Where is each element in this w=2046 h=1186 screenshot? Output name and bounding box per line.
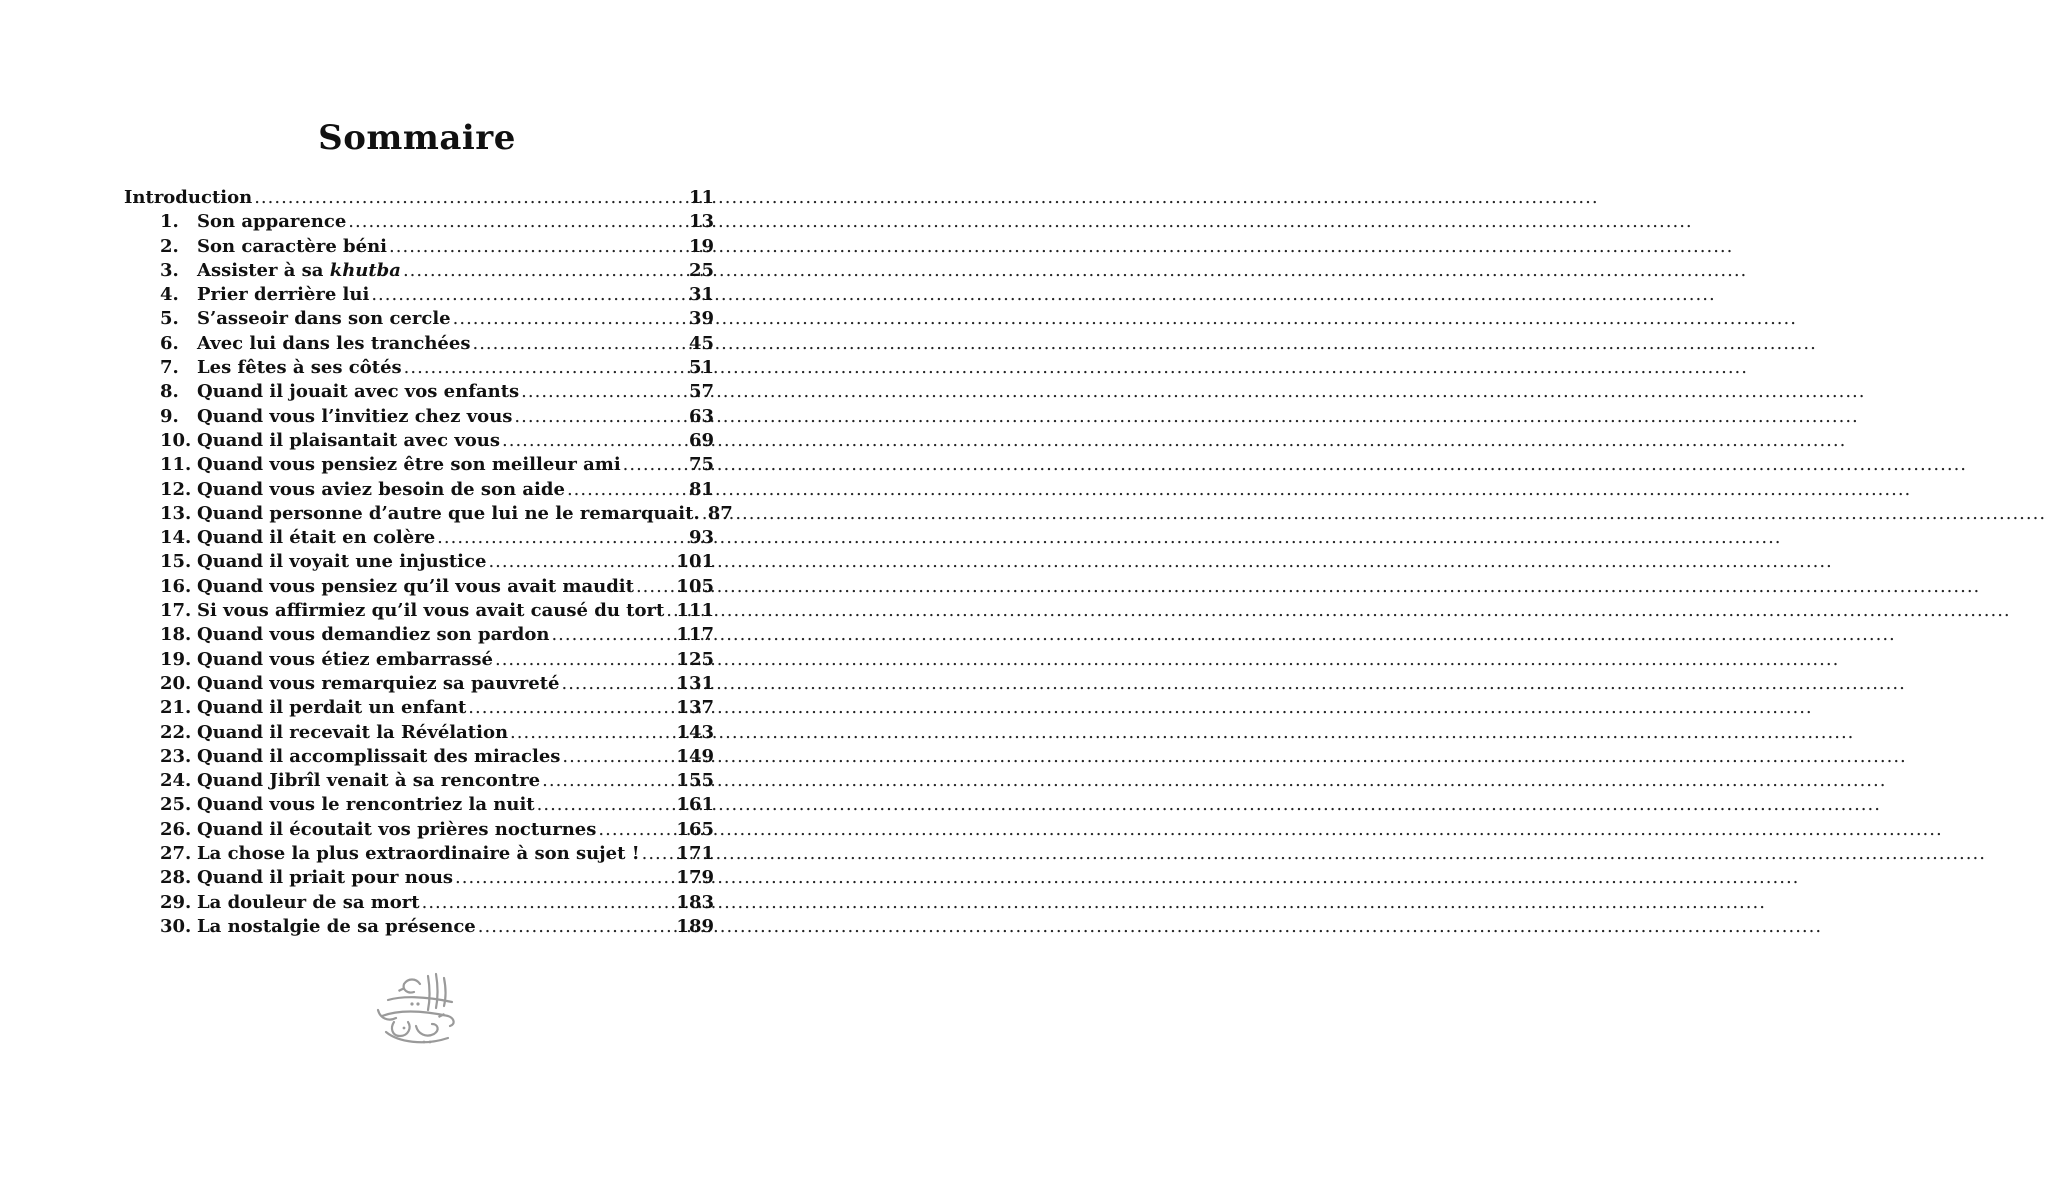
toc-dot-leader	[519, 380, 689, 404]
toc-dot-leader	[252, 186, 689, 210]
toc-entry-number: 29.	[160, 891, 192, 913]
toc-entry-title: Prier derrière lui	[197, 284, 370, 306]
toc-entry[interactable]	[124, 745, 714, 769]
toc-dot-leader	[346, 210, 689, 234]
toc-entry-page: 143	[676, 721, 714, 743]
toc-entry-page: 25	[688, 259, 714, 281]
toc-entry-title	[197, 259, 401, 283]
page-title: Sommaire	[318, 118, 516, 158]
toc-entry-number: 1.	[160, 211, 179, 233]
toc-dot-leader	[540, 769, 676, 793]
toc-entry-title: Quand vous pensiez qu’il vous avait maudit	[197, 575, 634, 597]
toc-entry-page: 161	[676, 794, 714, 816]
toc-dot-leader	[535, 793, 677, 817]
toc-dot-leader	[387, 235, 689, 259]
toc-entry-page: 51	[688, 357, 714, 379]
toc-dot-leader	[369, 283, 689, 307]
toc-entry-title: Introduction	[124, 187, 253, 208]
toc-dot-leader	[453, 866, 676, 890]
toc-entry[interactable]	[124, 235, 714, 259]
toc-entry-page: 165	[676, 818, 714, 840]
toc-dot-leader	[493, 648, 676, 672]
toc-entry-number: 28.	[160, 867, 192, 889]
toc-entry-number: 30.	[160, 915, 192, 937]
toc-entry-number: 21.	[160, 697, 192, 719]
toc-entry-page: 11	[688, 187, 714, 208]
toc-entry-title: Quand il accomplissait des miracles	[197, 745, 561, 767]
toc-dot-leader	[500, 429, 689, 453]
toc-entry[interactable]	[124, 891, 714, 915]
toc-entry-number: 4.	[160, 284, 179, 306]
toc-entry-number: 22.	[160, 721, 192, 743]
toc-entry-title: La douleur de sa mort	[197, 891, 420, 913]
toc-dot-leader	[470, 332, 688, 356]
toc-entry-page: 149	[676, 745, 714, 767]
toc-entry-page: 13	[688, 211, 714, 233]
toc-dot-leader	[634, 575, 676, 599]
toc-entry-page: 39	[688, 308, 714, 330]
toc-entry-page: 111	[676, 600, 714, 622]
toc-entry-number: 12.	[160, 478, 192, 500]
toc-dot-leader	[508, 721, 676, 745]
toc-entry-title: Quand il voyait une injustice	[197, 551, 487, 573]
toc-entry-page: 117	[676, 624, 714, 646]
toc-entry-title: Quand il jouait avec vos enfants	[197, 381, 520, 403]
toc-entry[interactable]	[124, 210, 714, 234]
toc-entry[interactable]	[124, 550, 714, 574]
toc-entry-page: 183	[676, 891, 714, 913]
toc-entry-title: Quand il perdait un enfant	[197, 697, 467, 719]
toc-entry-page: 137	[676, 697, 714, 719]
toc-dot-leader	[596, 818, 676, 842]
toc-entry[interactable]	[124, 453, 714, 477]
toc-dot-leader	[401, 259, 689, 283]
toc-dot-leader	[565, 478, 689, 502]
toc-entry[interactable]	[124, 575, 714, 599]
toc-dot-leader	[560, 745, 676, 769]
toc-entry-title: Son apparence	[197, 211, 347, 233]
toc-entry[interactable]	[124, 478, 714, 502]
toc-entry-title: Quand vous demandiez son pardon	[197, 624, 550, 646]
toc-entry-page: 31	[688, 284, 714, 306]
toc-entry[interactable]	[124, 356, 714, 380]
toc-entry[interactable]	[124, 526, 714, 550]
toc-dot-leader	[486, 550, 676, 574]
toc-entry[interactable]	[124, 769, 714, 793]
toc-entry-number: 6.	[160, 332, 179, 354]
toc-entry-title: Quand il recevait la Révélation	[197, 721, 509, 743]
table-of-contents	[124, 186, 733, 939]
toc-entry-page: 81	[688, 478, 714, 500]
toc-entry-number: 18.	[160, 624, 192, 646]
toc-entry[interactable]	[124, 623, 714, 647]
toc-entry[interactable]	[124, 793, 714, 817]
toc-dot-leader	[420, 891, 677, 915]
toc-entry[interactable]	[124, 380, 714, 404]
toc-dot-leader	[549, 623, 676, 647]
toc-entry-title: Quand il écoutait vos prières nocturnes	[197, 818, 597, 840]
toc-entry-page: 69	[688, 429, 714, 451]
toc-entry-number: 2.	[160, 235, 179, 257]
toc-entry-number: 25.	[160, 794, 192, 816]
toc-entry[interactable]	[124, 283, 714, 307]
toc-entry-number: 9.	[160, 405, 179, 427]
toc-entry-number: 27.	[160, 843, 192, 865]
toc-entry-title-text: Assister à sa	[197, 259, 330, 281]
toc-entry-title: Quand personne d’autre que lui ne le remarquait.	[197, 502, 700, 524]
toc-dot-leader	[476, 915, 677, 939]
toc-entry-number: 15.	[160, 551, 192, 573]
toc-entry-number: 7.	[160, 357, 179, 379]
toc-entry[interactable]	[124, 721, 714, 745]
toc-entry[interactable]	[124, 332, 714, 356]
toc-entry-page: 171	[676, 843, 714, 865]
toc-entry-title: La chose la plus extraordinaire à son sujet !	[197, 843, 640, 865]
toc-entry-number: 20.	[160, 672, 192, 694]
toc-entry-title: Quand vous aviez besoin de son aide	[197, 478, 565, 500]
toc-entry-title-italic: khutba	[329, 259, 401, 281]
toc-entry[interactable]	[124, 307, 714, 331]
toc-entry-title: La nostalgie de sa présence	[197, 915, 476, 937]
toc-entry-page: 57	[688, 381, 714, 403]
toc-entry[interactable]	[124, 915, 714, 939]
toc-entry-number: 26.	[160, 818, 192, 840]
toc-entry-page: 131	[676, 672, 714, 694]
toc-entry-page: 75	[688, 454, 714, 476]
toc-dot-leader	[451, 307, 689, 331]
toc-entry-title: Quand vous le rencontriez la nuit	[197, 794, 535, 816]
toc-entry-title: Les fêtes à ses côtés	[197, 357, 402, 379]
toc-entry-title: Quand Jibrîl venait à sa rencontre	[197, 770, 541, 792]
toc-entry[interactable]	[124, 405, 714, 429]
toc-entry-title: Quand vous pensiez être son meilleur ami	[197, 454, 621, 476]
toc-entry-title: S’asseoir dans son cercle	[197, 308, 451, 330]
toc-entry-title: Quand vous étiez embarrassé	[197, 648, 493, 670]
toc-entry-page: 125	[676, 648, 714, 670]
toc-entry-page: 179	[676, 867, 714, 889]
toc-entry-title: Quand vous l’invitiez chez vous	[197, 405, 513, 427]
toc-entry-introduction[interactable]	[124, 186, 714, 210]
toc-dot-leader	[402, 356, 689, 380]
toc-dot-leader	[664, 599, 676, 623]
toc-dot-leader	[559, 672, 676, 696]
toc-entry-page: 105	[676, 575, 714, 597]
toc-entry-number: 23.	[160, 745, 192, 767]
toc-entry-number: 8.	[160, 381, 179, 403]
toc-entry[interactable]	[124, 429, 714, 453]
toc-entry-number: 13.	[160, 502, 192, 524]
toc-entry-page: 45	[688, 332, 714, 354]
toc-entry-title: Quand il priait pour nous	[197, 867, 454, 889]
toc-entry-page: 19	[688, 235, 714, 257]
toc-entry-page: 101	[676, 551, 714, 573]
toc-entry-number: 14.	[160, 527, 192, 549]
toc-entry-number: 19.	[160, 648, 192, 670]
toc-entry[interactable]	[124, 818, 714, 842]
toc-entry-title: Avec lui dans les tranchées	[197, 332, 471, 354]
toc-dot-leader	[466, 696, 676, 720]
toc-entry-number: 17.	[160, 600, 192, 622]
toc-entry-page: 63	[688, 405, 714, 427]
toc-dot-leader	[621, 453, 689, 477]
toc-entry-number: 10.	[160, 429, 192, 451]
toc-entry-number: 5.	[160, 308, 179, 330]
toc-entry-number: 11.	[160, 454, 192, 476]
toc-entry-number: 24.	[160, 770, 192, 792]
toc-dot-leader	[435, 526, 689, 550]
toc-entry-title: Quand il plaisantait avec vous	[197, 429, 501, 451]
toc-entry[interactable]	[124, 672, 714, 696]
toc-entry-page: 87	[707, 502, 733, 524]
toc-entry[interactable]	[124, 866, 714, 890]
toc-entry-page: 155	[676, 770, 714, 792]
toc-entry-page: 93	[688, 527, 714, 549]
toc-entry[interactable]	[124, 696, 714, 720]
toc-dot-leader	[700, 502, 708, 526]
toc-entry-title: Son caractère béni	[197, 235, 388, 257]
toc-entry-title: Si vous affirmiez qu’il vous avait causé du tort	[197, 600, 665, 622]
salawat-calligraphy-icon	[368, 966, 468, 1050]
toc-entry[interactable]	[124, 648, 714, 672]
toc-entry[interactable]	[124, 599, 714, 623]
toc-entry-title: Quand vous remarquiez sa pauvreté	[197, 672, 560, 694]
toc-entry-number: 3.	[160, 259, 179, 281]
toc-dot-leader	[640, 842, 677, 866]
toc-entry-page: 189	[676, 915, 714, 937]
toc-entry-title: Quand il était en colère	[197, 527, 436, 549]
toc-dot-leader	[512, 405, 689, 429]
toc-entry-number: 16.	[160, 575, 192, 597]
toc-entry[interactable]	[124, 502, 733, 526]
toc-entry[interactable]	[124, 259, 714, 283]
toc-entry[interactable]	[124, 842, 714, 866]
